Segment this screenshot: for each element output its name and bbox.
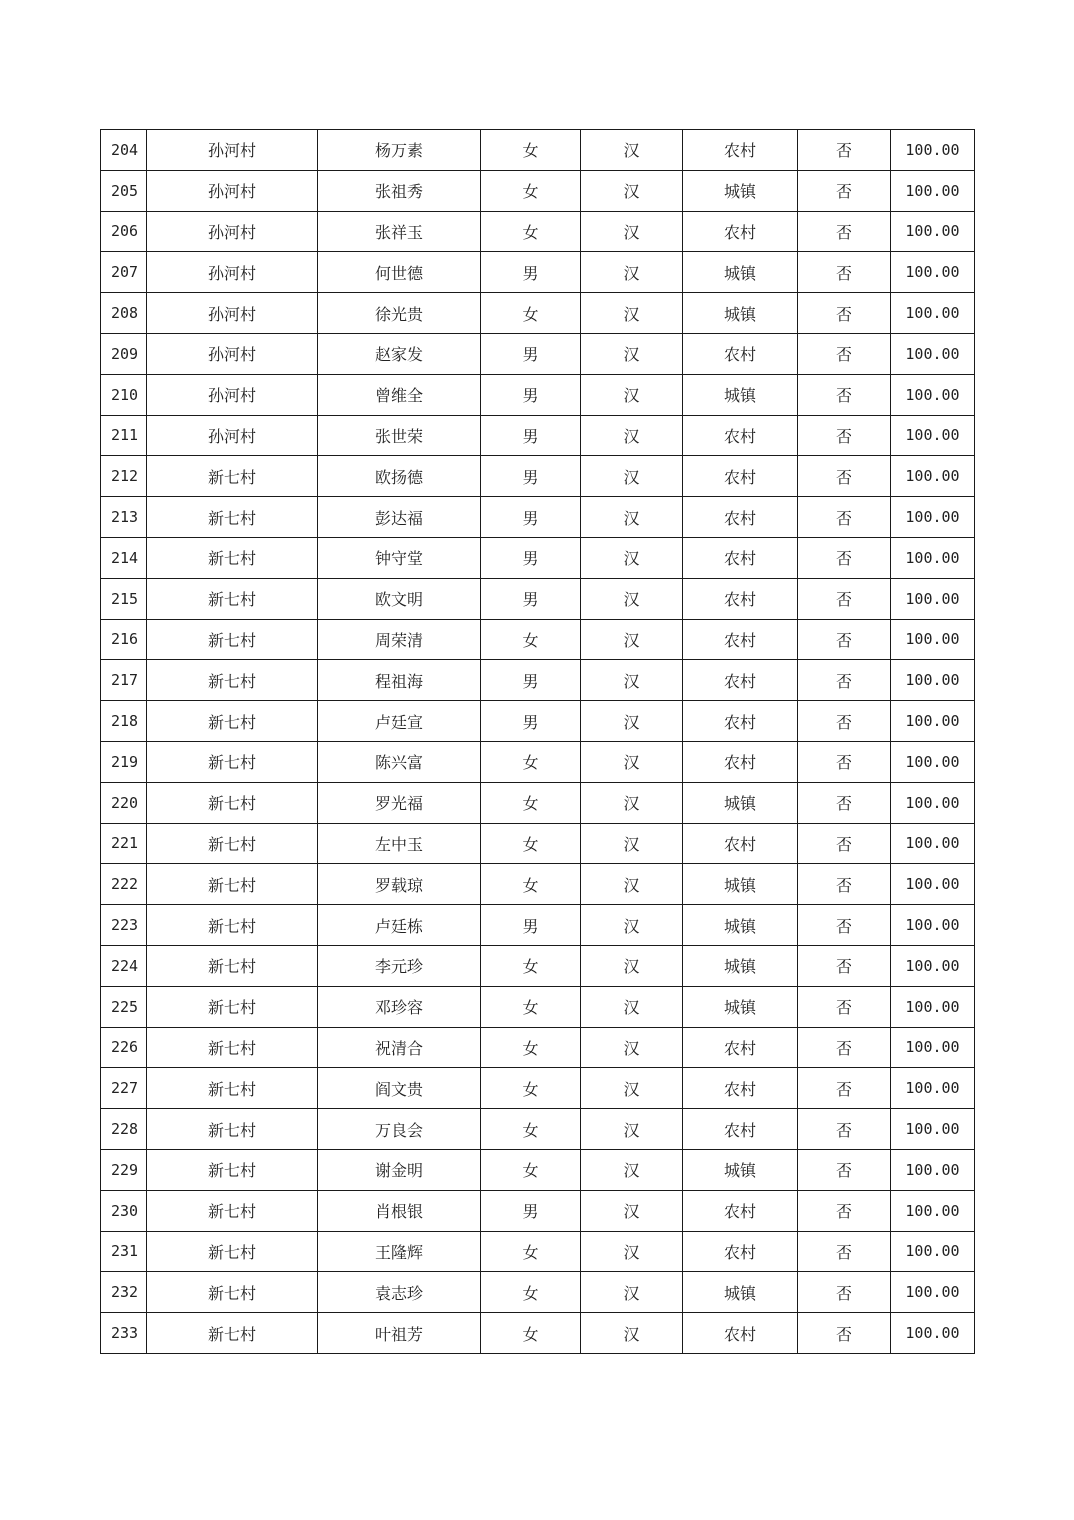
name-cell: 张世荣 — [318, 415, 481, 456]
gender-cell: 女 — [481, 170, 581, 211]
flag-cell: 否 — [798, 741, 891, 782]
flag-cell: 否 — [798, 660, 891, 701]
village-cell: 新七村 — [147, 1109, 318, 1150]
residence-type-cell: 农村 — [683, 578, 798, 619]
table-row — [101, 660, 975, 701]
flag-cell: 否 — [798, 456, 891, 497]
name-cell: 欧文明 — [318, 578, 481, 619]
ethnicity-cell: 汉 — [581, 415, 683, 456]
name-cell: 罗载琼 — [318, 864, 481, 905]
village-cell: 孙河村 — [147, 293, 318, 334]
ethnicity-cell: 汉 — [581, 578, 683, 619]
name-cell: 陈兴富 — [318, 741, 481, 782]
row-number: 229 — [101, 1149, 147, 1190]
gender-cell: 男 — [481, 578, 581, 619]
table-row — [101, 986, 975, 1027]
residence-type-cell: 农村 — [683, 1068, 798, 1109]
row-number: 218 — [101, 701, 147, 742]
name-cell: 卢廷宣 — [318, 701, 481, 742]
residence-type-cell: 农村 — [683, 211, 798, 252]
ethnicity-cell: 汉 — [581, 1272, 683, 1313]
residence-type-cell: 农村 — [683, 130, 798, 171]
gender-cell: 男 — [481, 333, 581, 374]
village-cell: 新七村 — [147, 619, 318, 660]
row-number: 206 — [101, 211, 147, 252]
table-row — [101, 945, 975, 986]
name-cell: 叶祖芳 — [318, 1313, 481, 1354]
gender-cell: 男 — [481, 415, 581, 456]
table-row — [101, 782, 975, 823]
gender-cell: 女 — [481, 1068, 581, 1109]
gender-cell: 女 — [481, 1027, 581, 1068]
gender-cell: 女 — [481, 1231, 581, 1272]
row-number: 220 — [101, 782, 147, 823]
village-cell: 孙河村 — [147, 333, 318, 374]
amount-cell: 100.00 — [891, 578, 975, 619]
ethnicity-cell: 汉 — [581, 293, 683, 334]
flag-cell: 否 — [798, 537, 891, 578]
row-number: 216 — [101, 619, 147, 660]
gender-cell: 女 — [481, 211, 581, 252]
name-cell: 罗光福 — [318, 782, 481, 823]
flag-cell: 否 — [798, 333, 891, 374]
row-number: 205 — [101, 170, 147, 211]
gender-cell: 男 — [481, 701, 581, 742]
ethnicity-cell: 汉 — [581, 130, 683, 171]
village-cell: 新七村 — [147, 945, 318, 986]
village-cell: 新七村 — [147, 660, 318, 701]
row-number: 221 — [101, 823, 147, 864]
residence-type-cell: 农村 — [683, 660, 798, 701]
gender-cell: 女 — [481, 1272, 581, 1313]
name-cell: 欧扬德 — [318, 456, 481, 497]
amount-cell: 100.00 — [891, 211, 975, 252]
table-row — [101, 619, 975, 660]
amount-cell: 100.00 — [891, 374, 975, 415]
ethnicity-cell: 汉 — [581, 211, 683, 252]
table-row — [101, 905, 975, 946]
amount-cell: 100.00 — [891, 1272, 975, 1313]
gender-cell: 女 — [481, 986, 581, 1027]
gender-cell: 女 — [481, 823, 581, 864]
gender-cell: 女 — [481, 864, 581, 905]
village-cell: 新七村 — [147, 986, 318, 1027]
table-row — [101, 1068, 975, 1109]
amount-cell: 100.00 — [891, 986, 975, 1027]
residence-type-cell: 农村 — [683, 1190, 798, 1231]
ethnicity-cell: 汉 — [581, 1190, 683, 1231]
flag-cell: 否 — [798, 1109, 891, 1150]
table-row — [101, 1190, 975, 1231]
residence-type-cell: 城镇 — [683, 1149, 798, 1190]
gender-cell: 女 — [481, 619, 581, 660]
name-cell: 阎文贵 — [318, 1068, 481, 1109]
ethnicity-cell: 汉 — [581, 1068, 683, 1109]
residence-type-cell: 城镇 — [683, 1272, 798, 1313]
table-row — [101, 823, 975, 864]
row-number: 233 — [101, 1313, 147, 1354]
ethnicity-cell: 汉 — [581, 905, 683, 946]
table-row — [101, 741, 975, 782]
amount-cell: 100.00 — [891, 456, 975, 497]
flag-cell: 否 — [798, 986, 891, 1027]
name-cell: 张祖秀 — [318, 170, 481, 211]
row-number: 224 — [101, 945, 147, 986]
name-cell: 左中玉 — [318, 823, 481, 864]
table-row — [101, 211, 975, 252]
table-row — [101, 130, 975, 171]
flag-cell: 否 — [798, 415, 891, 456]
flag-cell: 否 — [798, 701, 891, 742]
amount-cell: 100.00 — [891, 497, 975, 538]
row-number: 227 — [101, 1068, 147, 1109]
gender-cell: 男 — [481, 660, 581, 701]
row-number: 211 — [101, 415, 147, 456]
village-cell: 新七村 — [147, 578, 318, 619]
residence-type-cell: 城镇 — [683, 905, 798, 946]
flag-cell: 否 — [798, 1272, 891, 1313]
residence-type-cell: 农村 — [683, 1027, 798, 1068]
name-cell: 彭达福 — [318, 497, 481, 538]
row-number: 204 — [101, 130, 147, 171]
village-cell: 新七村 — [147, 1149, 318, 1190]
amount-cell: 100.00 — [891, 945, 975, 986]
ethnicity-cell: 汉 — [581, 1027, 683, 1068]
village-cell: 孙河村 — [147, 130, 318, 171]
ethnicity-cell: 汉 — [581, 701, 683, 742]
table-row — [101, 537, 975, 578]
residence-type-cell: 农村 — [683, 1231, 798, 1272]
amount-cell: 100.00 — [891, 130, 975, 171]
flag-cell: 否 — [798, 945, 891, 986]
amount-cell: 100.00 — [891, 1068, 975, 1109]
ethnicity-cell: 汉 — [581, 823, 683, 864]
table-row — [101, 864, 975, 905]
gender-cell: 男 — [481, 374, 581, 415]
ethnicity-cell: 汉 — [581, 986, 683, 1027]
name-cell: 袁志珍 — [318, 1272, 481, 1313]
flag-cell: 否 — [798, 497, 891, 538]
village-cell: 新七村 — [147, 1068, 318, 1109]
residence-type-cell: 城镇 — [683, 293, 798, 334]
table-row — [101, 374, 975, 415]
ethnicity-cell: 汉 — [581, 497, 683, 538]
gender-cell: 女 — [481, 1149, 581, 1190]
row-number: 212 — [101, 456, 147, 497]
gender-cell: 男 — [481, 1190, 581, 1231]
ethnicity-cell: 汉 — [581, 1109, 683, 1150]
village-cell: 新七村 — [147, 701, 318, 742]
gender-cell: 女 — [481, 293, 581, 334]
residence-type-cell: 农村 — [683, 497, 798, 538]
row-number: 232 — [101, 1272, 147, 1313]
document-page — [100, 129, 974, 1354]
table-row — [101, 1313, 975, 1354]
village-cell: 孙河村 — [147, 252, 318, 293]
name-cell: 王隆辉 — [318, 1231, 481, 1272]
gender-cell: 女 — [481, 945, 581, 986]
table-row — [101, 1027, 975, 1068]
row-number: 213 — [101, 497, 147, 538]
row-number: 208 — [101, 293, 147, 334]
gender-cell: 女 — [481, 741, 581, 782]
table-row — [101, 252, 975, 293]
amount-cell: 100.00 — [891, 1109, 975, 1150]
ethnicity-cell: 汉 — [581, 1149, 683, 1190]
gender-cell: 男 — [481, 456, 581, 497]
village-cell: 新七村 — [147, 741, 318, 782]
table-row — [101, 1272, 975, 1313]
amount-cell: 100.00 — [891, 905, 975, 946]
village-cell: 新七村 — [147, 497, 318, 538]
ethnicity-cell: 汉 — [581, 537, 683, 578]
flag-cell: 否 — [798, 1068, 891, 1109]
residence-type-cell: 农村 — [683, 1313, 798, 1354]
table-row — [101, 170, 975, 211]
residence-type-cell: 农村 — [683, 741, 798, 782]
ethnicity-cell: 汉 — [581, 1231, 683, 1272]
village-cell: 新七村 — [147, 1190, 318, 1231]
ethnicity-cell: 汉 — [581, 456, 683, 497]
residence-type-cell: 农村 — [683, 823, 798, 864]
row-number: 207 — [101, 252, 147, 293]
ethnicity-cell: 汉 — [581, 1313, 683, 1354]
name-cell: 程祖海 — [318, 660, 481, 701]
name-cell: 周荣清 — [318, 619, 481, 660]
residence-type-cell: 农村 — [683, 619, 798, 660]
name-cell: 李元珍 — [318, 945, 481, 986]
name-cell: 何世德 — [318, 252, 481, 293]
table-row — [101, 415, 975, 456]
flag-cell: 否 — [798, 1231, 891, 1272]
name-cell: 万良会 — [318, 1109, 481, 1150]
flag-cell: 否 — [798, 905, 891, 946]
residence-type-cell: 城镇 — [683, 252, 798, 293]
flag-cell: 否 — [798, 1190, 891, 1231]
ethnicity-cell: 汉 — [581, 741, 683, 782]
amount-cell: 100.00 — [891, 619, 975, 660]
ethnicity-cell: 汉 — [581, 782, 683, 823]
amount-cell: 100.00 — [891, 782, 975, 823]
table-row — [101, 1231, 975, 1272]
ethnicity-cell: 汉 — [581, 945, 683, 986]
row-number: 230 — [101, 1190, 147, 1231]
gender-cell: 女 — [481, 1313, 581, 1354]
row-number: 217 — [101, 660, 147, 701]
amount-cell: 100.00 — [891, 1313, 975, 1354]
gender-cell: 男 — [481, 497, 581, 538]
row-number: 228 — [101, 1109, 147, 1150]
residence-type-cell: 农村 — [683, 537, 798, 578]
amount-cell: 100.00 — [891, 741, 975, 782]
name-cell: 卢廷栋 — [318, 905, 481, 946]
amount-cell: 100.00 — [891, 252, 975, 293]
ethnicity-cell: 汉 — [581, 170, 683, 211]
name-cell: 邓珍容 — [318, 986, 481, 1027]
village-cell: 新七村 — [147, 1027, 318, 1068]
ethnicity-cell: 汉 — [581, 660, 683, 701]
amount-cell: 100.00 — [891, 170, 975, 211]
amount-cell: 100.00 — [891, 864, 975, 905]
gender-cell: 男 — [481, 537, 581, 578]
amount-cell: 100.00 — [891, 701, 975, 742]
flag-cell: 否 — [798, 374, 891, 415]
residence-type-cell: 城镇 — [683, 782, 798, 823]
table-row — [101, 1149, 975, 1190]
gender-cell: 女 — [481, 1109, 581, 1150]
residence-type-cell: 农村 — [683, 333, 798, 374]
flag-cell: 否 — [798, 130, 891, 171]
ethnicity-cell: 汉 — [581, 374, 683, 415]
name-cell: 祝清合 — [318, 1027, 481, 1068]
residence-type-cell: 城镇 — [683, 986, 798, 1027]
flag-cell: 否 — [798, 1027, 891, 1068]
row-number: 226 — [101, 1027, 147, 1068]
name-cell: 曾维全 — [318, 374, 481, 415]
village-cell: 新七村 — [147, 456, 318, 497]
flag-cell: 否 — [798, 864, 891, 905]
village-cell: 新七村 — [147, 823, 318, 864]
gender-cell: 女 — [481, 782, 581, 823]
village-cell: 新七村 — [147, 1313, 318, 1354]
ethnicity-cell: 汉 — [581, 333, 683, 374]
name-cell: 张祥玉 — [318, 211, 481, 252]
name-cell: 谢金明 — [318, 1149, 481, 1190]
row-number: 214 — [101, 537, 147, 578]
roster-table — [100, 129, 975, 1354]
row-number: 209 — [101, 333, 147, 374]
gender-cell: 男 — [481, 905, 581, 946]
residence-type-cell: 城镇 — [683, 864, 798, 905]
village-cell: 新七村 — [147, 1231, 318, 1272]
village-cell: 新七村 — [147, 537, 318, 578]
row-number: 223 — [101, 905, 147, 946]
flag-cell: 否 — [798, 252, 891, 293]
name-cell: 钟守堂 — [318, 537, 481, 578]
amount-cell: 100.00 — [891, 1027, 975, 1068]
flag-cell: 否 — [798, 823, 891, 864]
table-row — [101, 497, 975, 538]
flag-cell: 否 — [798, 1149, 891, 1190]
village-cell: 新七村 — [147, 864, 318, 905]
amount-cell: 100.00 — [891, 1149, 975, 1190]
row-number: 215 — [101, 578, 147, 619]
residence-type-cell: 城镇 — [683, 170, 798, 211]
amount-cell: 100.00 — [891, 1231, 975, 1272]
village-cell: 孙河村 — [147, 211, 318, 252]
gender-cell: 男 — [481, 252, 581, 293]
table-row — [101, 578, 975, 619]
row-number: 210 — [101, 374, 147, 415]
name-cell: 杨万素 — [318, 130, 481, 171]
amount-cell: 100.00 — [891, 1190, 975, 1231]
table-row — [101, 333, 975, 374]
amount-cell: 100.00 — [891, 333, 975, 374]
residence-type-cell: 农村 — [683, 701, 798, 742]
flag-cell: 否 — [798, 1313, 891, 1354]
row-number: 225 — [101, 986, 147, 1027]
flag-cell: 否 — [798, 293, 891, 334]
amount-cell: 100.00 — [891, 823, 975, 864]
ethnicity-cell: 汉 — [581, 619, 683, 660]
ethnicity-cell: 汉 — [581, 252, 683, 293]
village-cell: 孙河村 — [147, 374, 318, 415]
row-number: 219 — [101, 741, 147, 782]
row-number: 231 — [101, 1231, 147, 1272]
gender-cell: 女 — [481, 130, 581, 171]
table-row — [101, 293, 975, 334]
village-cell: 新七村 — [147, 1272, 318, 1313]
amount-cell: 100.00 — [891, 660, 975, 701]
ethnicity-cell: 汉 — [581, 864, 683, 905]
table-row — [101, 456, 975, 497]
amount-cell: 100.00 — [891, 415, 975, 456]
village-cell: 新七村 — [147, 905, 318, 946]
flag-cell: 否 — [798, 578, 891, 619]
residence-type-cell: 农村 — [683, 456, 798, 497]
residence-type-cell: 农村 — [683, 415, 798, 456]
table-row — [101, 701, 975, 742]
village-cell: 孙河村 — [147, 415, 318, 456]
flag-cell: 否 — [798, 619, 891, 660]
village-cell: 孙河村 — [147, 170, 318, 211]
name-cell: 赵家发 — [318, 333, 481, 374]
name-cell: 肖根银 — [318, 1190, 481, 1231]
name-cell: 徐光贵 — [318, 293, 481, 334]
residence-type-cell: 农村 — [683, 1109, 798, 1150]
residence-type-cell: 城镇 — [683, 374, 798, 415]
row-number: 222 — [101, 864, 147, 905]
flag-cell: 否 — [798, 211, 891, 252]
roster-body — [101, 130, 975, 1354]
village-cell: 新七村 — [147, 782, 318, 823]
flag-cell: 否 — [798, 782, 891, 823]
flag-cell: 否 — [798, 170, 891, 211]
amount-cell: 100.00 — [891, 537, 975, 578]
residence-type-cell: 城镇 — [683, 945, 798, 986]
table-row — [101, 1109, 975, 1150]
amount-cell: 100.00 — [891, 293, 975, 334]
